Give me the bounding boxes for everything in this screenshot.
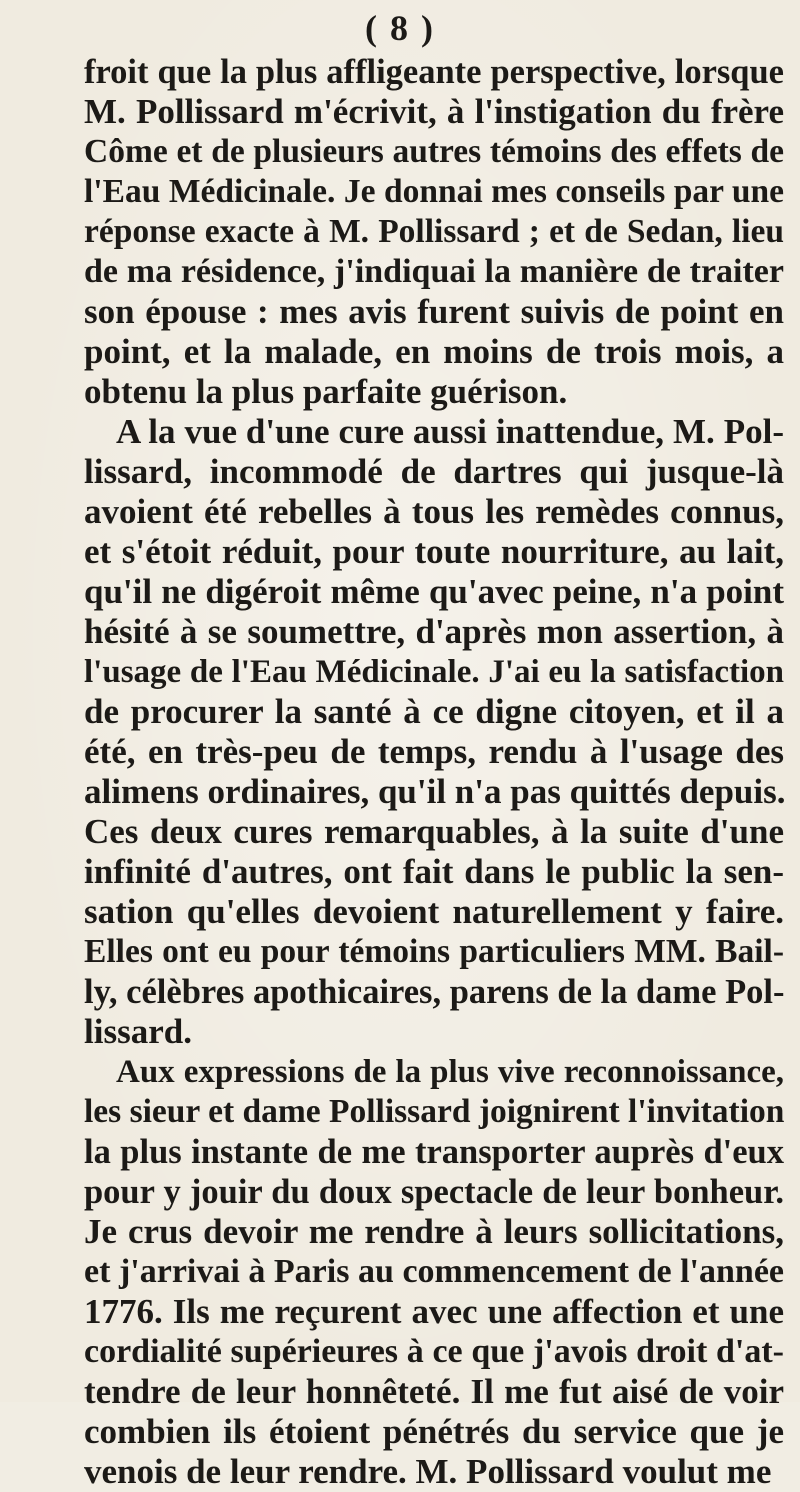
page-number: ( 8 ): [365, 8, 435, 48]
text-line: Elles ont eu pour témoins particuliers MM. Bail-: [84, 933, 784, 970]
text-line: tendre de leur honnêteté. Il me fut aisé de voir: [84, 1372, 784, 1411]
text-line: hésité à se soumettre, d'après mon assertion, à: [84, 612, 784, 651]
text-line: pour y jouir du doux spectacle de leur bonheur.: [84, 1173, 784, 1211]
text-line: A la vue d'une cure aussi inattendue, M. Pol-: [116, 412, 784, 451]
text-line: alimens ordinaires, qu'il n'a pas quittés depuis.: [84, 772, 786, 811]
text-line: lissard.: [84, 1012, 192, 1051]
text-line: lissard, incommodé de dartres qui jusque-là: [84, 452, 784, 491]
text-line: point, et la malade, en moins de trois mois, a: [84, 332, 784, 371]
body-text: [84, 52, 784, 1492]
text-line: sation qu'elles devoient naturellement y faire.: [84, 892, 784, 931]
text-line: réponse exacte à M. Pollissard ; et de Sedan, lieu: [84, 213, 784, 250]
text-line: Aux expressions de la plus vive reconnoissance,: [116, 1054, 784, 1090]
text-line: combien ils étoient pénétrés du service que je: [84, 1412, 784, 1451]
text-line: de ma résidence, j'indiquai la manière de traiter: [84, 253, 784, 290]
text-line: son épouse : mes avis furent suivis de point en: [84, 292, 784, 331]
text-line: M. Pollissard m'écrivit, à l'instigation du frère: [84, 92, 784, 131]
text-line: été, en très-peu de temps, rendu à l'usage des: [84, 732, 784, 771]
text-line: avoient été rebelles à tous les remèdes connus,: [84, 492, 784, 531]
text-line: 1776. Ils me reçurent avec une affection et une: [84, 1292, 784, 1331]
text-line: froit que la plus affligeante perspective, lorsque: [84, 53, 784, 91]
text-line: la plus instante de me transporter auprès d'eux: [84, 1133, 784, 1171]
text-line: cordialité supérieures à ce que j'avois droit d'at-: [84, 1333, 784, 1370]
text-line: les sieur et dame Pollissard joignirent l'invitation: [84, 1093, 785, 1130]
paragraph-3: [84, 1052, 784, 1492]
paragraph-1: [84, 52, 784, 412]
paragraph-2: [84, 412, 784, 1052]
text-line: l'usage de l'Eau Médicinale. J'ai eu la satisfaction: [84, 654, 784, 690]
text-line: ly, célèbres apothicaires, parens de la dame Pol-: [84, 973, 785, 1011]
text-line: et j'arrivai à Paris au commencement de l'année: [84, 1253, 784, 1290]
text-line: qu'il ne digéroit même qu'avec peine, n'a point: [84, 572, 784, 611]
text-line: obtenu la plus parfaite guérison.: [84, 372, 568, 411]
text-line: venois de leur rendre. M. Pollissard voulut me: [84, 1452, 772, 1491]
text-line: de procurer la santé à ce digne citoyen, et il a: [84, 692, 784, 731]
text-line: Côme et de plusieurs autres témoins des effets de: [84, 133, 784, 170]
text-line: Ces deux cures remarquables, à la suite d'une: [84, 812, 784, 851]
text-line: infinité d'autres, ont fait dans le public la sen-: [84, 852, 784, 891]
text-line: Je crus devoir me rendre à leurs sollicitations,: [84, 1212, 784, 1251]
text-line: l'Eau Médicinale. Je donnai mes conseils par une: [84, 173, 784, 210]
text-line: et s'étoit réduit, pour toute nourriture, au lait,: [84, 532, 784, 571]
